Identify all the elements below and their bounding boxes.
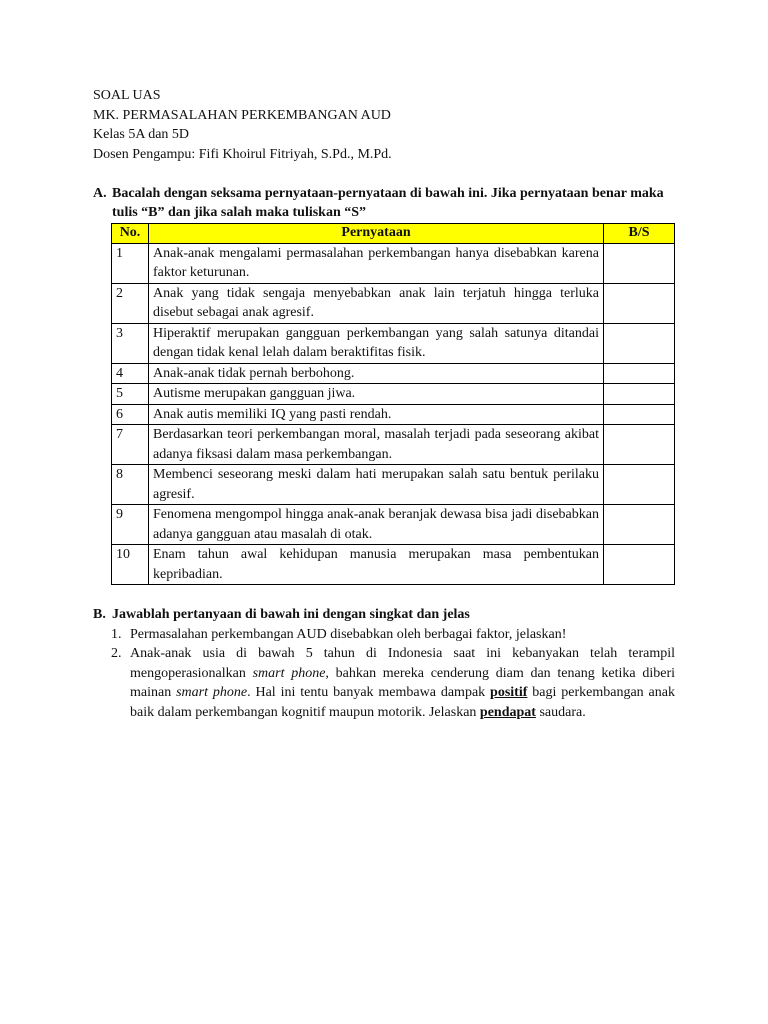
italic-term: smart phone [252, 665, 326, 681]
row-answer-cell[interactable] [604, 425, 675, 465]
question-text [130, 644, 675, 722]
row-answer-cell[interactable] [604, 243, 675, 283]
question-text-part: Anak-anak usia di bawah 5 tahun di Indonesia saat ini kebanyakan telah terampil mengoperasionalkan [130, 646, 675, 681]
question-text-part: saudara. [535, 704, 586, 720]
section-a-letter: A. [93, 185, 107, 201]
row-number: 10 [112, 545, 149, 585]
list-item [93, 625, 675, 645]
table-row [112, 283, 675, 323]
row-statement: Autisme merupakan gangguan jiwa. [149, 384, 604, 405]
class-info: Kelas 5A dan 5D [93, 127, 190, 142]
row-answer-cell[interactable] [604, 323, 675, 363]
table-row [112, 425, 675, 465]
section-b-letter: B. [93, 607, 106, 622]
lecturer-info: Dosen Pengampu: Fifi Khoirul Fitriyah, S.Pd., M.Pd. [93, 146, 392, 162]
row-statement: Membenci seseorang meski dalam hati merupakan salah satu bentuk perilaku agresif. [149, 465, 604, 505]
section-a-instruction: Bacalah dengan seksama pernyataan-pernyataan di bawah ini. Jika pernyataan benar maka tulis “B” dan jika salah maka tuliskan “S” [112, 185, 664, 220]
row-answer-cell[interactable] [604, 283, 675, 323]
row-statement: Anak yang tidak sengaja menyebabkan anak lain terjatuh hingga terluka disebut sebagai anak agresif. [149, 283, 604, 323]
section-a-title [93, 184, 675, 223]
table-row [112, 243, 675, 283]
row-number: 5 [112, 384, 149, 405]
italic-term: smart phone [176, 685, 248, 700]
table-row [112, 404, 675, 425]
section-a [93, 184, 675, 586]
table-row [112, 384, 675, 405]
question-text: Permasalahan perkembangan AUD disebabkan oleh berbagai faktor, jelaskan! [130, 626, 567, 642]
row-number: 4 [112, 363, 149, 384]
row-statement: Anak-anak mengalami permasalahan perkembangan hanya disebabkan karena faktor keturunan. [149, 243, 604, 283]
question-number: 1. [111, 626, 122, 642]
table-row [112, 323, 675, 363]
list-item [93, 644, 675, 722]
header-statement: Pernyataan [149, 223, 604, 243]
row-answer-cell[interactable] [604, 465, 675, 505]
row-answer-cell[interactable] [604, 404, 675, 425]
header-answer: B/S [604, 223, 675, 243]
question-number: 2. [111, 646, 122, 661]
emphasized-term: positif [490, 685, 528, 700]
essay-question-list [93, 625, 675, 723]
row-number: 1 [112, 243, 149, 283]
row-statement: Anak autis memiliki IQ yang pasti rendah. [149, 404, 604, 425]
section-b-title [93, 605, 675, 625]
row-number: 6 [112, 404, 149, 425]
question-text-part: bagi perkembangan anak baik dalam perkembangan kognitif maupun motorik. Jelaskan [130, 685, 675, 720]
row-statement: Enam tahun awal kehidupan manusia merupakan masa pembentukan kepribadian. [149, 545, 604, 585]
row-number: 3 [112, 323, 149, 363]
table-row [112, 545, 675, 585]
true-false-table [111, 223, 675, 586]
row-statement: Fenomena mengompol hingga anak-anak beranjak dewasa bisa jadi disebabkan adanya gangguan atau masalah di otak. [149, 505, 604, 545]
course-name: MK. PERMASALAHAN PERKEMBANGAN AUD [93, 107, 391, 123]
row-answer-cell[interactable] [604, 545, 675, 585]
table-row [112, 363, 675, 384]
question-text-part: , bahkan mereka cenderung diam dan tenang ketika diberi mainan [130, 665, 675, 700]
exam-title: SOAL UAS [93, 88, 161, 103]
row-answer-cell[interactable] [604, 384, 675, 405]
exam-header [93, 86, 675, 164]
row-statement: Anak-anak tidak pernah berbohong. [149, 363, 604, 384]
header-no: No. [112, 223, 149, 243]
section-b [93, 605, 675, 722]
row-number: 7 [112, 425, 149, 465]
table-row [112, 505, 675, 545]
row-number: 8 [112, 465, 149, 505]
section-b-instruction: Jawablah pertanyaan di bawah ini dengan singkat dan jelas [112, 607, 470, 622]
row-answer-cell[interactable] [604, 505, 675, 545]
row-statement: Hiperaktif merupakan gangguan perkembangan yang salah satunya ditandai dengan tidak kenal lelah dalam beraktifitas fisik. [149, 323, 604, 363]
table-header-row [112, 223, 675, 243]
row-answer-cell[interactable] [604, 363, 675, 384]
emphasized-term: pendapat [479, 704, 536, 720]
table-row [112, 465, 675, 505]
row-number: 2 [112, 283, 149, 323]
question-text-part: . Hal ini tentu banyak membawa dampak [247, 685, 491, 700]
row-statement: Berdasarkan teori perkembangan moral, masalah terjadi pada seseorang akibat adanya fiksasi dalam masa perkembangan. [149, 425, 604, 465]
row-number: 9 [112, 505, 149, 545]
